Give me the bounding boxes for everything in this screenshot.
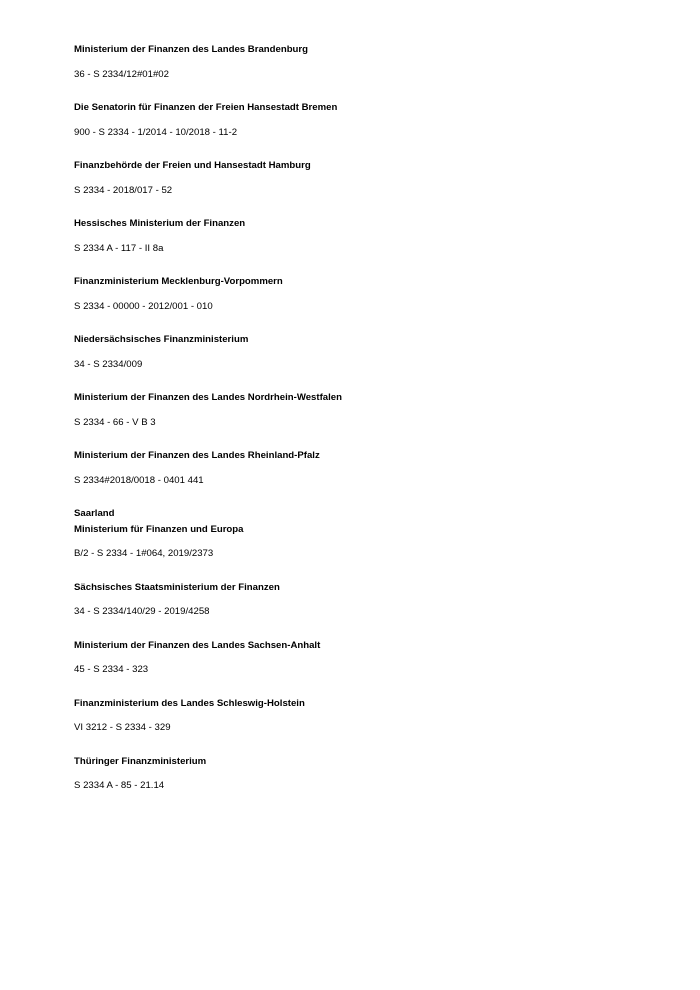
authority-name: Finanzministerium des Landes Schleswig-Holstein [74,697,305,709]
reference-number: 34 - S 2334/140/29 - 2019/4258 [74,606,210,617]
reference-number: S 2334 A - 117 - II 8a [74,242,164,254]
entry-bremen [74,100,674,140]
entry-thueringen [74,754,674,794]
entry-hamburg [74,158,674,198]
reference-number: VI 3212 - S 2334 - 329 [74,722,171,733]
authority-name: Ministerium der Finanzen des Landes Nordrhein-Westfalen [74,392,342,403]
entry-sachsen [74,580,674,620]
entry-brandenburg [74,42,674,82]
reference-number: S 2334 A - 85 - 21.14 [74,780,165,791]
authority-name: Die Senatorin für Finanzen der Freien Hansestadt Bremen [74,102,338,113]
reference-number: S 2334 - 2018/017 - 52 [74,184,173,196]
authority-name: Finanzbehörde der Freien und Hansestadt Hamburg [74,160,311,171]
document-page [74,42,674,794]
authority-name: Thüringer Finanzministerium [74,755,207,767]
reference-number: 900 - S 2334 - 1/2014 - 10/2018 - 11-2 [74,126,238,138]
reference-number: 34 - S 2334/009 [74,358,143,370]
authority-name: Hessisches Ministerium der Finanzen [74,218,246,229]
entry-sachsen-anhalt [74,638,674,678]
entry-mecklenburg-vorpommern [74,274,674,314]
entry-nordrhein-westfalen [74,390,674,430]
reference-number: B/2 - S 2334 - 1#064, 2019/2373 [74,548,214,559]
entry-hessen [74,216,674,256]
authority-name: Ministerium für Finanzen und Europa [74,523,244,535]
reference-number: S 2334 - 00000 - 2012/001 - 010 [74,300,213,312]
reference-number: S 2334 - 66 - V B 3 [74,416,156,428]
reference-number: 45 - S 2334 - 323 [74,664,149,675]
authority-state-name: Saarland [74,508,115,519]
reference-number: 36 - S 2334/12#01#02 [74,68,169,80]
authority-name: Sächsisches Staatsministerium der Finanzen [74,581,280,593]
authority-name: Ministerium der Finanzen des Landes Sachsen-Anhalt [74,639,321,651]
reference-number: S 2334#2018/0018 - 0401 441 [74,474,204,486]
authority-name: Ministerium der Finanzen des Landes Rheinland-Pfalz [74,450,320,461]
entry-rheinland-pfalz [74,448,674,488]
entry-schleswig-holstein [74,696,674,736]
entry-niedersachsen [74,332,674,372]
entry-saarland [74,506,674,562]
authority-name: Ministerium der Finanzen des Landes Brandenburg [74,44,309,55]
authority-name: Finanzministerium Mecklenburg-Vorpommern [74,276,283,287]
authority-name: Niedersächsisches Finanzministerium [74,334,249,345]
